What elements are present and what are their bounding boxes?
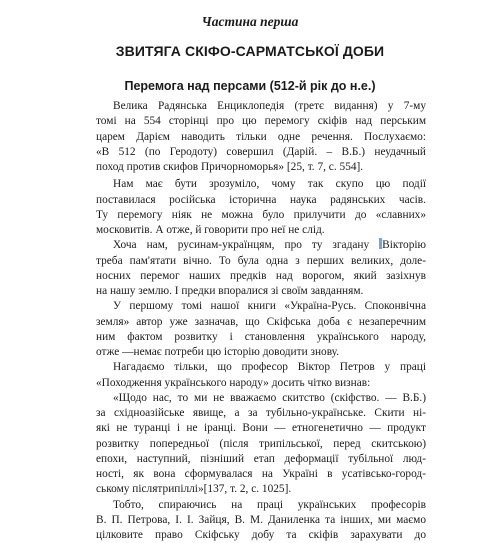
subsection-title: Перемога над персами (512-й рік до н.е.) [124,79,376,93]
text-line: треба пам'ятати вічно. То була одна з перших великих, доле- [96,254,426,267]
text-fragment: Вікторію [382,239,426,252]
text-line: «В 512 (по Геродоту) совершил (Дарій. – В.Б.) неудачный [96,145,426,158]
text-line: Нам має бути зрозуміло, чому так скупо цю події [113,178,426,191]
text-line: ському післятрипіллі»[137, т. 2, с. 1025]. [96,483,292,496]
text-line: ності, як вона сформувалася на Україні в усатівсько-город- [96,468,426,480]
text-line: поставилася російська історична наука радянських часів. [96,193,426,206]
text-line: Нагадаємо тільки, що професор Віктор Петров у праці [113,361,426,374]
text-line: Ту перемогу ніяк не можна було прилучити до «славних» [96,208,426,221]
text-line: на нашу землю. І предки впоралися зі своїм завданням. [96,285,364,297]
text-line: епохи, наступний, пізніший етап деформації тубільної люд- [96,452,426,465]
text-line: Тобто, спираючись на праці українських професорів [113,498,426,511]
text-line: поход против скифов Причорноморья» [25, т. 7, с. 554]. [96,161,364,173]
text-fragment: Хоча нам, русинам-українцям, про ту згадану [113,239,370,252]
text-line: царем Дарієм наводить тільки одне речення. Послухаємо: [96,130,426,143]
text-line: В. П. Петрова, І. І. Зайця, В. М. Даниленка та інших, ми маємо [96,513,426,526]
text-line: московитів. А отже, й говорити про неї не слід. [96,224,325,236]
part-title: Частина перша [201,14,299,29]
text-line: «Походження українського народу» досить чітко визнав: [96,376,371,389]
text-line: які не туранці і не іранці. Вони — етногенетично — продукт [96,422,426,435]
body-text [96,99,426,543]
text-line: У першому томі нашої книги «Україна-Русь. Споконвічна [113,300,426,313]
text-line: Велика Радянська Енциклопедія (третє видання) у 7-му [113,100,426,112]
text-line: отже —немає потреби цю історію доводити знову. [96,346,340,358]
text-line: розвитку попередньої (після трипільської, перед скитською) [96,437,426,450]
text-line: за східноазійське явище, а за тубільно-українське. Скити ні- [96,407,426,419]
section-title: ЗВИТЯГА СКІФО-САРМАТСЬКОЇ ДОБИ [115,43,385,59]
text-line: носних перемог наших предків над ворогом, який зазіхнув [96,269,426,282]
text-line: земля» автор уже зазначав, що Скіфська доба є незаперечним [96,315,426,328]
text-line: «Щодо нас, то ми не вважаємо скитство (скіфство. — В.Б.) [113,391,426,404]
text-line: ним фактом розвитку і становлення українського народу, [96,330,426,343]
text-line: томі на 554 сторінці про цю перемогу скіфів над перським [96,115,426,128]
text-line: цілковите право Скіфську добу та скіфів зарахувати до [96,529,426,541]
text-line-with-cursor [96,238,426,253]
